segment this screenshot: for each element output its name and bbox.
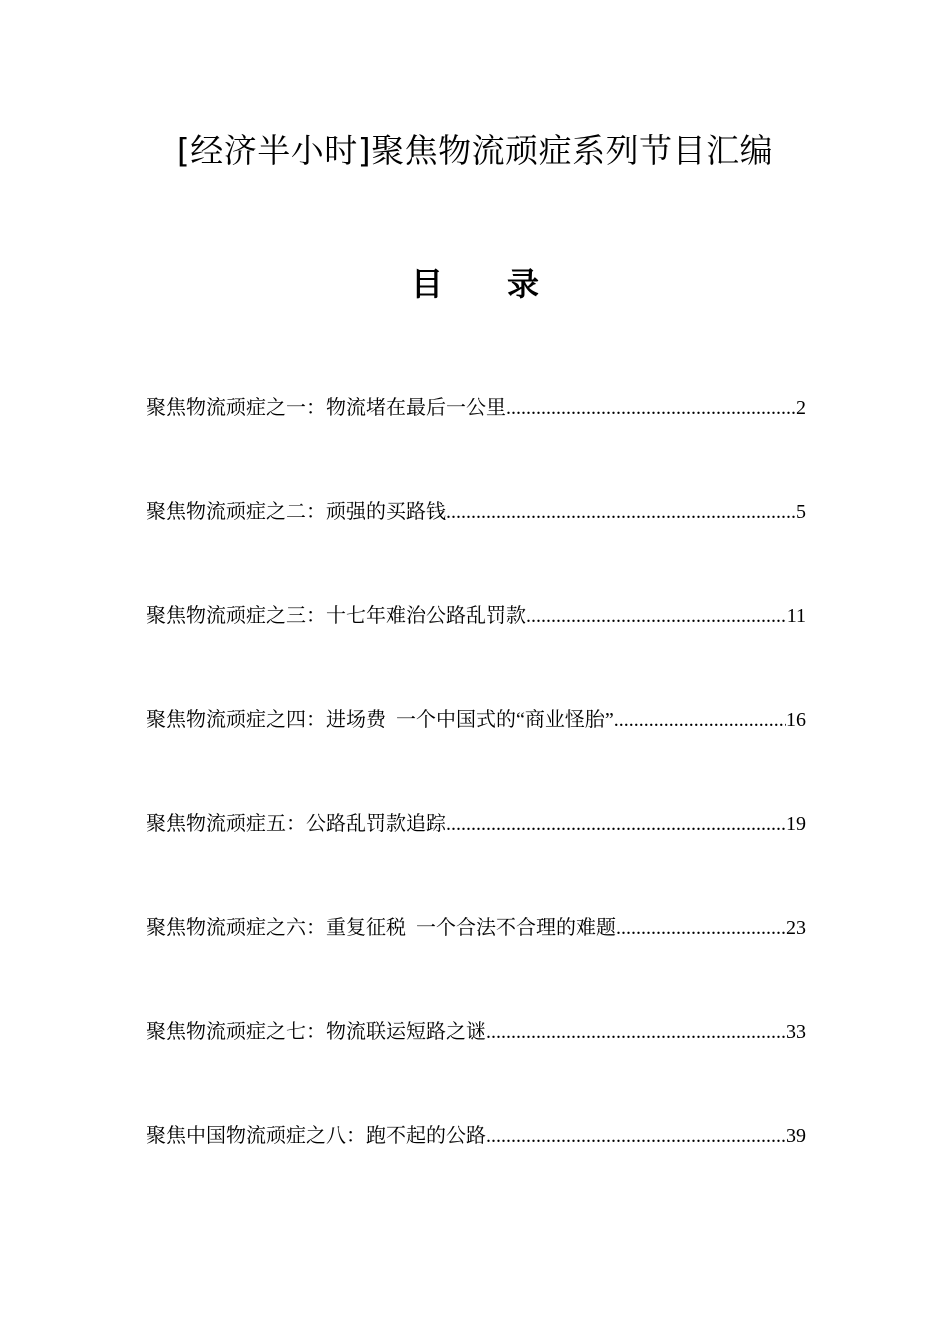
toc-entry[interactable]	[146, 497, 806, 601]
toc-entry[interactable]	[146, 1121, 806, 1225]
toc-entry-title[interactable]: 聚焦中国物流顽症之八：跑不起的公路	[146, 1125, 486, 1147]
toc-entry-title[interactable]: 聚焦物流顽症之一：物流堵在最后一公里	[146, 397, 506, 419]
toc-entry[interactable]	[146, 1017, 806, 1121]
toc-dot-leader	[446, 497, 796, 527]
toc-line[interactable]	[146, 393, 806, 423]
toc-entry-title[interactable]: 聚焦物流顽症之三：十七年难治公路乱罚款	[146, 605, 526, 627]
toc-entry[interactable]	[146, 705, 806, 809]
toc-dot-leader	[486, 1121, 786, 1151]
toc-entry[interactable]	[146, 601, 806, 705]
toc-heading-char-left: 目	[410, 265, 443, 303]
toc-line[interactable]	[146, 1017, 806, 1047]
toc-entry-title[interactable]: 聚焦物流顽症之七：物流联运短路之谜	[146, 1021, 486, 1043]
toc-entry[interactable]	[146, 809, 806, 913]
toc-entry-page-number[interactable]: 33	[786, 1021, 806, 1043]
toc-entry-title[interactable]: 聚焦物流顽症之二：顽强的买路钱	[146, 501, 446, 523]
toc-entry[interactable]	[146, 393, 806, 497]
toc-entry-title[interactable]: 聚焦物流顽症之四：进场费 一个中国式的“商业怪胎”	[146, 709, 614, 731]
toc-line[interactable]	[146, 601, 806, 631]
toc-entry-page-number[interactable]: 11	[786, 605, 806, 627]
toc-entry-title[interactable]: 聚焦物流顽症五：公路乱罚款追踪	[146, 813, 446, 835]
toc-line[interactable]	[146, 497, 806, 527]
toc-entry-page-number[interactable]: 2	[796, 397, 806, 419]
toc-line[interactable]	[146, 809, 806, 839]
toc-list	[146, 393, 806, 1225]
toc-line[interactable]	[146, 913, 806, 943]
document-title: [经济半小时]聚焦物流顽症系列节目汇编	[176, 131, 774, 170]
toc-entry-title[interactable]: 聚焦物流顽症之六：重复征税 一个合法不合理的难题	[146, 917, 616, 939]
toc-dot-leader	[526, 601, 787, 631]
toc-line[interactable]	[146, 1121, 806, 1151]
toc-dot-leader	[486, 1017, 786, 1047]
toc-dot-leader	[614, 705, 786, 735]
toc-line[interactable]	[146, 705, 806, 735]
toc-entry-page-number[interactable]: 23	[786, 917, 806, 939]
toc-heading	[0, 262, 950, 306]
toc-heading-char-right: 录	[507, 265, 540, 303]
toc-entry-page-number[interactable]: 39	[786, 1125, 806, 1147]
toc-dot-leader	[616, 913, 786, 943]
toc-entry-page-number[interactable]: 16	[786, 709, 806, 731]
toc-dot-leader	[506, 393, 796, 423]
toc-dot-leader	[446, 809, 786, 839]
toc-entry-page-number[interactable]: 19	[786, 813, 806, 835]
toc-entry[interactable]	[146, 913, 806, 1017]
toc-entry-page-number[interactable]: 5	[796, 501, 806, 523]
